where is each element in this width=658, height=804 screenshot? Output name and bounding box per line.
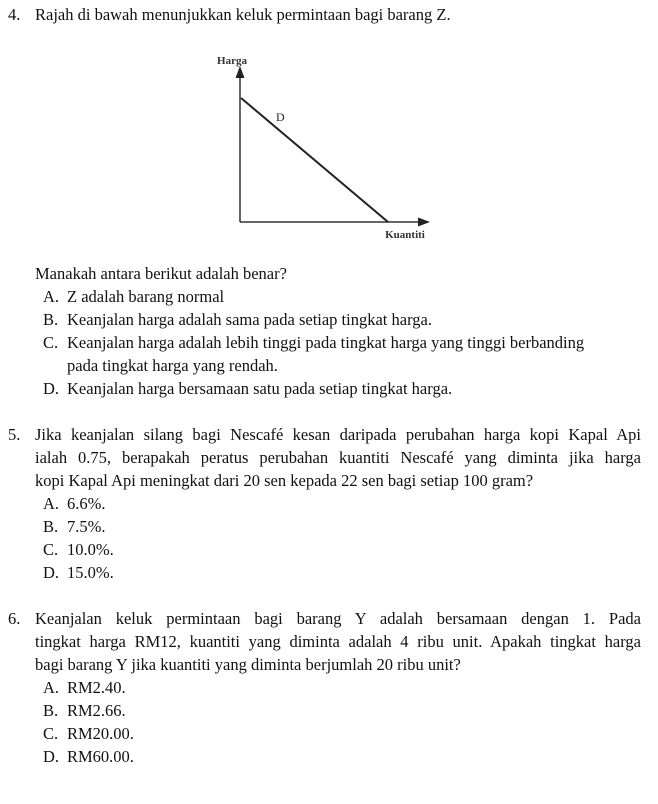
x-axis-label: Kuantiti <box>385 229 425 241</box>
q6-stem-line-2: tingkat harga RM12, kuantiti yang diminta adalah 4 ribu unit. Apakah tingkat harga <box>35 632 641 651</box>
option-text: RM20.00. <box>67 724 134 743</box>
option-text: RM2.66. <box>67 701 126 720</box>
option-text: 10.0%. <box>67 540 114 559</box>
q4-option-a[interactable] <box>43 287 224 307</box>
option-text: Keanjalan harga adalah lebih tinggi pada tingkat harga yang tinggi berbanding <box>67 333 585 352</box>
q4-option-c-continued: pada tingkat harga yang rendah. <box>67 356 278 375</box>
q6-option-b[interactable] <box>43 701 126 721</box>
q5-option-b[interactable] <box>43 517 106 537</box>
option-letter: B. <box>43 310 59 329</box>
q5-stem-line-1: Jika keanjalan silang bagi Nescafé kesan daripada perubahan harga kopi Kapal Api <box>35 425 641 444</box>
q6-option-c[interactable] <box>43 724 134 744</box>
q5-stem-line-3: kopi Kapal Api meningkat dari 20 sen kepada 22 sen bagi setiap 100 gram? <box>35 471 534 490</box>
option-letter: B. <box>43 517 59 536</box>
q5-option-d[interactable] <box>43 563 114 583</box>
option-text: Z adalah barang normal <box>67 287 225 306</box>
demand-line <box>241 98 388 222</box>
option-letter: C. <box>43 724 59 743</box>
option-text: RM2.40. <box>67 678 126 697</box>
y-axis-label: Harga <box>217 55 247 67</box>
q5-stem-line-2: ialah 0.75, berapakah peratus perubahan kuantiti Nescafé yang diminta jika harga <box>35 448 641 467</box>
q5-number: 5. <box>8 425 21 444</box>
option-letter: C. <box>43 540 59 559</box>
option-letter: D. <box>43 563 60 582</box>
option-text: RM60.00. <box>67 747 134 766</box>
q6-number: 6. <box>8 609 21 628</box>
q6-stem-line-3: bagi barang Y jika kuantiti yang diminta berjumlah 20 ribu unit? <box>35 655 461 674</box>
q4-option-c[interactable] <box>43 333 584 353</box>
q4-option-d[interactable] <box>43 379 452 399</box>
option-letter: B. <box>43 701 59 720</box>
option-letter: A. <box>43 678 60 697</box>
q5-option-a[interactable] <box>43 494 106 514</box>
option-text: Keanjalan harga bersamaan satu pada setiap tingkat harga. <box>67 379 453 398</box>
q4-stem: Rajah di bawah menunjukkan keluk permintaan bagi barang Z. <box>35 5 451 24</box>
option-letter: C. <box>43 333 59 352</box>
option-text: 6.6%. <box>67 494 106 513</box>
q6-option-a[interactable] <box>43 678 126 698</box>
option-text: 15.0%. <box>67 563 114 582</box>
option-letter: A. <box>43 287 60 306</box>
option-letter: D. <box>43 747 60 766</box>
q4-prompt: Manakah antara berikut adalah benar? <box>35 264 287 283</box>
demand-curve-figure <box>0 0 658 260</box>
q5-option-c[interactable] <box>43 540 114 560</box>
option-text: 7.5%. <box>67 517 106 536</box>
q6-option-d[interactable] <box>43 747 134 767</box>
q4-option-b[interactable] <box>43 310 432 330</box>
option-letter: A. <box>43 494 60 513</box>
q4-number: 4. <box>8 5 21 24</box>
option-text: Keanjalan harga adalah sama pada setiap tingkat harga. <box>67 310 432 329</box>
q6-stem-line-1: Keanjalan keluk permintaan bagi barang Y adalah bersamaan dengan 1. Pada <box>35 609 641 628</box>
option-letter: D. <box>43 379 60 398</box>
curve-label: D <box>276 110 285 124</box>
